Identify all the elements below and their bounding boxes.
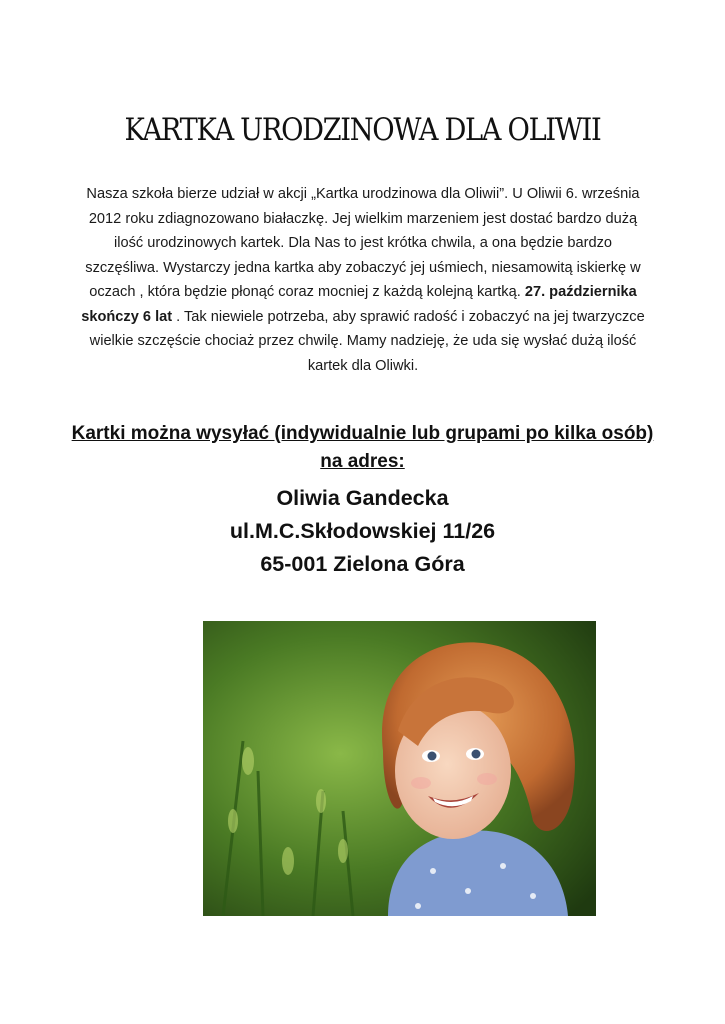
intro-text-part2: . Tak niewiele potrzeba, aby sprawić radość i zobaczyć na jej twarzyczce wielkie szczęście chociaż przez chwilę. Mamy nadzieję, że uda się wysłać dużą ilość kartek dla Oliwki.	[89, 308, 645, 374]
document-title: KARTKA URODZINOWA DLA OLIWII	[124, 112, 601, 148]
intro-text-part1: Nasza szkoła bierze udział w akcji „Kartka urodzinowa dla Oliwii”. U Oliwii 6. września 2012 roku zdiagnozowano białaczkę. Jej wielkim marzeniem jest dostać bardzo dużą ilość urodzinowych kartek. Dla Nas to jest krótka chwila, a ona będzie bardzo szczęśliwa. Wystarczy jedna kartka aby zobaczyć jej uśmiech, niesamowitą iskierkę w oczach , która będzie płonąć coraz mocniej z każdą kolejną kartką.	[85, 186, 641, 300]
address-name: Oliwia Gandecka	[276, 486, 449, 510]
intro-paragraph	[78, 182, 648, 378]
girl-photo-illustration	[203, 621, 596, 916]
postal-address	[0, 482, 725, 581]
send-instructions-heading: Kartki można wysyłać (indywidualnie lub grupami po kilka osób) na adres:	[71, 423, 654, 472]
address-city: 65-001 Zielona Góra	[260, 552, 465, 576]
girl-photo	[203, 621, 596, 916]
intro-bold-date: 27. października skończy 6 lat	[81, 284, 637, 325]
address-street: ul.M.C.Skłodowskiej 11/26	[229, 519, 496, 543]
